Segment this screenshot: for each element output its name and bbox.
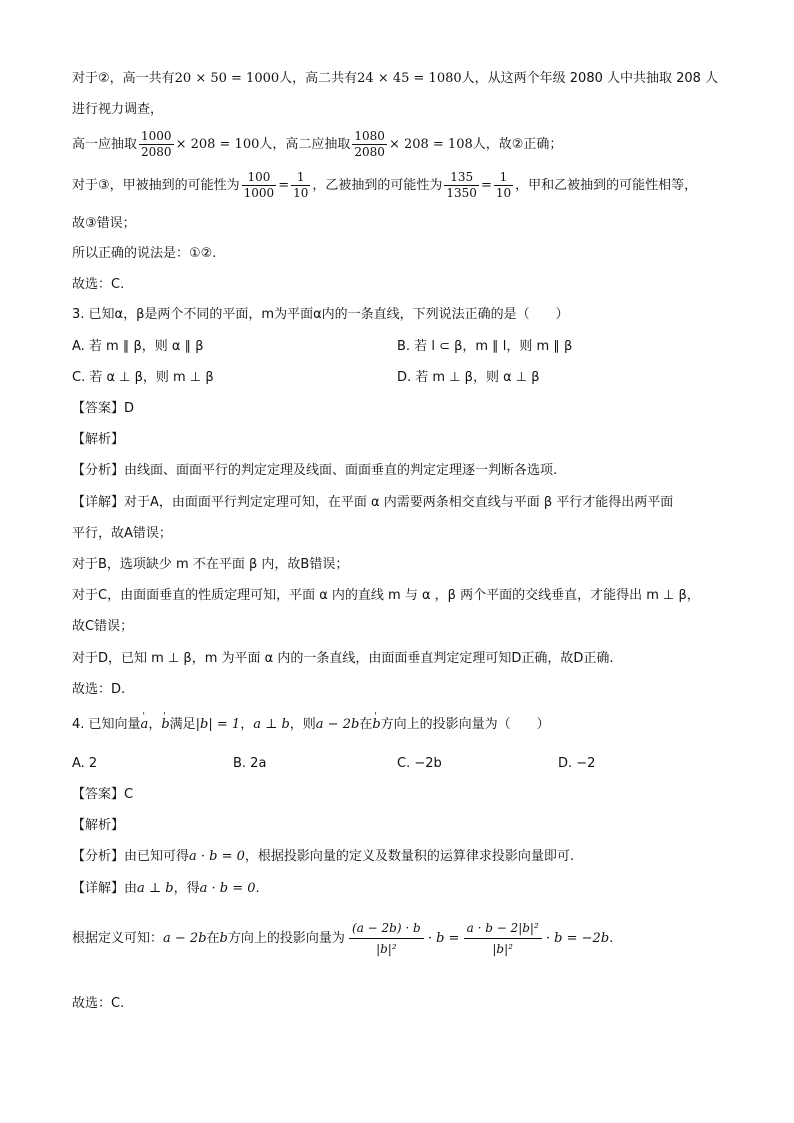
fraction	[444, 170, 479, 201]
text: B. 2a	[233, 756, 267, 771]
text: ，甲和乙被抽到的可能性相等，	[515, 178, 698, 193]
text: 【答案】D	[72, 401, 135, 416]
numerator: 135	[444, 170, 479, 186]
text: ，	[240, 717, 254, 732]
text: 所以正确的说法是：①②.	[72, 246, 217, 261]
text: 故选：C.	[72, 996, 125, 1011]
q4-stem	[72, 716, 550, 734]
math: × 208 = 108	[388, 137, 473, 152]
text: 故选：C.	[72, 277, 125, 292]
text: 【分析】由线面、面面平行的判定定理及线面、面面垂直的判定定理逐一判断各选项.	[72, 463, 558, 478]
math: =	[278, 178, 290, 193]
numerator: 1000	[141, 129, 172, 143]
q3-answer	[72, 400, 134, 418]
text: C. 若 α ⊥ β，则 m ⊥ β	[72, 370, 214, 385]
math: ' a	[141, 716, 149, 734]
text: .	[609, 931, 614, 946]
text: ，根据投影向量的定义及数量积的运算律求投影向量即可.	[244, 849, 575, 864]
fraction	[242, 170, 277, 201]
denominator: 1000	[243, 186, 275, 200]
text: 【解析】	[72, 818, 125, 833]
text: ，乙被抽到的可能性为	[312, 178, 443, 193]
q3-d-line	[72, 650, 613, 668]
numerator: 1	[291, 170, 310, 186]
q2-line-5	[72, 215, 136, 233]
q2-line-4	[72, 170, 697, 201]
q3-fenxi	[72, 462, 557, 480]
q3-xiangjie-1	[72, 494, 673, 512]
fraction	[352, 129, 387, 160]
text: 对于②，高一共有	[72, 71, 175, 86]
text: 人，高二共有	[279, 71, 358, 86]
denominator: 1350	[446, 186, 477, 200]
math: · b =	[427, 931, 460, 946]
q3-b-line	[72, 556, 348, 574]
denominator: |b|²	[492, 942, 513, 956]
math: 20 × 50 = 1000	[174, 71, 280, 86]
q3-stem	[72, 306, 569, 324]
q2-line-1	[72, 70, 718, 88]
text: D. 若 m ⊥ β，则 α ⊥ β	[397, 370, 540, 385]
text: 对于C，由面面垂直的性质定理可知，平面 α 内的直线 m 与 α ，β 两个平面的交线垂直，才能得出 m ⊥ β，	[72, 588, 700, 603]
text: 【详解】对于A，由面面平行判定定理可知，在平面 α 内需要两条相交直线与平面 β 平行才能得出两平面	[72, 495, 674, 510]
math: a · b = 0	[189, 849, 245, 864]
numerator: a · b − 2|b|²	[464, 918, 542, 939]
q2-line-3	[72, 129, 562, 160]
q3-xiangjie-2	[72, 525, 172, 543]
q3-option-a	[72, 338, 204, 356]
text: 平行，故A错误；	[72, 526, 172, 541]
numerator: (a − 2b) · b	[349, 918, 424, 939]
math: a ⊥ b	[253, 717, 290, 732]
q4-answer	[72, 786, 133, 804]
text: ，得	[173, 881, 200, 896]
q3-c-line-2	[72, 618, 133, 636]
math: a ⊥ b	[137, 881, 174, 896]
text: 方向上的投影向量为（ ）	[380, 717, 550, 732]
fraction	[349, 918, 424, 959]
text: 在	[359, 717, 373, 732]
q2-line-6	[72, 245, 216, 263]
text: 人，故②正确；	[472, 137, 563, 152]
text: 进行视力调查，	[72, 102, 164, 117]
fraction	[291, 170, 310, 201]
q4-option-b	[233, 755, 266, 773]
text: 故③错误；	[72, 216, 136, 231]
math: b	[219, 931, 228, 946]
q4-option-c	[397, 755, 442, 773]
math: a − 2b	[163, 931, 207, 946]
math: ' b	[161, 716, 169, 734]
q4-definition	[72, 918, 613, 959]
text: D. −2	[558, 756, 596, 771]
q3-c-line-1	[72, 587, 700, 605]
math: |b| = 1	[195, 717, 241, 732]
text: 故C错误；	[72, 619, 134, 634]
math: a · b = 0	[199, 881, 256, 896]
fraction	[494, 170, 513, 201]
text: 【答案】C	[72, 787, 134, 802]
text: 对于③，甲被抽到的可能性为	[72, 178, 240, 193]
text: 3. 已知α，β是两个不同的平面，m为平面α内的一条直线，下列说法正确的是（ ）	[72, 307, 569, 322]
text: 满足	[169, 717, 196, 732]
text: 对于D，已知 m ⊥ β，m 为平面 α 内的一条直线，由面面垂直判定定理可知D正确，故D正确.	[72, 651, 614, 666]
q4-fenxi	[72, 848, 574, 866]
q3-option-b	[397, 338, 572, 356]
q4-xiangjie	[72, 880, 260, 898]
q2-line-2	[72, 101, 163, 119]
denominator: |b|²	[376, 942, 397, 956]
text: 4. 已知向量	[72, 717, 141, 732]
text: 人，从这两个年级 2080 人中共抽取 208 人	[461, 71, 719, 86]
math: 24 × 45 = 1080	[357, 71, 462, 86]
text: ，	[148, 717, 162, 732]
numerator: 1080	[354, 129, 385, 143]
q3-choose	[72, 681, 125, 699]
math: a − 2b	[315, 717, 360, 732]
denominator: 2080	[141, 145, 172, 159]
text: 人，高二应抽取	[259, 137, 351, 152]
text: 【详解】由	[72, 881, 138, 896]
text: ，则	[289, 717, 316, 732]
math: ' b	[372, 716, 380, 734]
math: =	[480, 178, 492, 193]
denominator: 10	[293, 186, 309, 200]
fraction	[139, 129, 174, 160]
text: 【分析】由已知可得	[72, 849, 190, 864]
math: × 208 = 100	[175, 137, 260, 152]
denominator: 10	[495, 186, 512, 200]
text: 在	[206, 931, 220, 946]
q3-jiexi	[72, 431, 124, 449]
text: B. 若 l ⊂ β，m ∥ l，则 m ∥ β	[397, 339, 573, 354]
text: 方向上的投影向量为	[227, 931, 345, 946]
text: 根据定义可知：	[72, 931, 164, 946]
q4-option-d	[558, 755, 595, 773]
math: · b = −2b	[545, 931, 610, 946]
text: .	[255, 881, 260, 896]
text: 对于B，选项缺少 m 不在平面 β 内，故B错误；	[72, 557, 349, 572]
fraction	[464, 918, 542, 959]
text: A. 若 m ∥ β，则 α ∥ β	[72, 339, 204, 354]
text: C. −2b	[397, 756, 442, 771]
q2-line-7	[72, 276, 124, 294]
numerator: 1	[494, 170, 513, 186]
q3-option-c	[72, 369, 214, 387]
q4-jiexi	[72, 817, 124, 835]
denominator: 2080	[354, 145, 385, 159]
q3-option-d	[397, 369, 540, 387]
text: 高一应抽取	[72, 137, 138, 152]
numerator: 100	[242, 170, 277, 186]
text: A. 2	[72, 756, 98, 771]
text: 故选：D.	[72, 682, 126, 697]
q4-choose	[72, 995, 124, 1013]
q4-option-a	[72, 755, 97, 773]
text: 【解析】	[72, 432, 125, 447]
